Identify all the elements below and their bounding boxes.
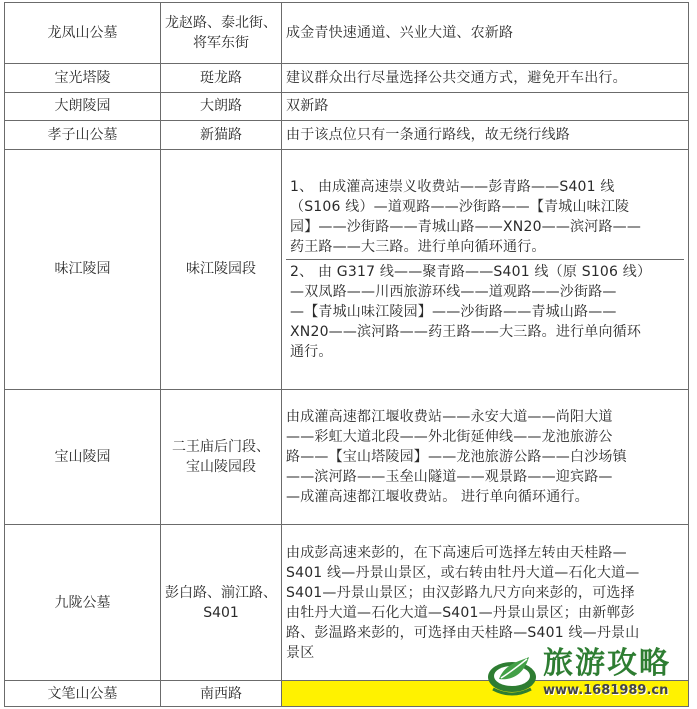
cemetery-name: 宝光塔陵 xyxy=(5,64,161,93)
detour-route xyxy=(282,149,689,389)
route-option-1: 1、 由成灌高速崇义收费站——彭青路——S401 线 （S106 线）—道观路——沙街路——【青城山味江陵 园】——沙街路——青城山路——XN20——滨河路—— 药王路——大三路。进行单向循环通行。 xyxy=(290,178,642,255)
watermark-title: 旅游攻略 xyxy=(543,646,671,681)
cemetery-name: 宝山陵园 xyxy=(5,390,161,524)
table-row xyxy=(5,121,689,150)
road-name: 彭白路、湔江路、 S401 xyxy=(161,524,282,681)
detour-route: 由成彭高速来彭的，在下高速后可选择左转由天桂路— S401 线—丹景山景区，或右转由牡丹大道—石化大道— S401—丹景山景区；由汉彭路九尺方向来彭的，可选择 由牡丹大道—石化大道—S401—丹景山景区；由新郸彭 路、彭温路来彭的，可选择由天桂路—S401 线—丹景山 景区 xyxy=(282,524,689,681)
detour-route: 由于该点位只有一条通行路线，故无绕行线路 xyxy=(282,121,689,150)
watermark xyxy=(485,643,691,705)
table-row xyxy=(5,390,689,524)
cloud-leaf-logo-icon xyxy=(485,649,539,697)
road-name: 味江陵园段 xyxy=(161,149,282,389)
table-row xyxy=(5,149,689,389)
cemetery-name: 九陇公墓 xyxy=(5,524,161,681)
table-row xyxy=(5,64,689,93)
cemetery-name: 大朗陵园 xyxy=(5,92,161,121)
road-name: 二王庙后门段、 宝山陵园段 xyxy=(161,390,282,524)
table-row xyxy=(5,3,689,64)
detour-route: 双新路 xyxy=(282,92,689,121)
detour-route: 由成灌高速都江堰收费站——永安大道——尚阳大道 ——彩虹大道北段——外北街延伸线——龙池旅游公 路——【宝山塔陵园】——龙池旅游公路——白沙场镇 ——滨河路——玉垒山隧道——观景路——迎宾路— —成灌高速都江堰收费站。 进行单向循环通行。 xyxy=(282,390,689,524)
road-name: 南西路 xyxy=(161,681,282,707)
cemetery-name: 文笔山公墓 xyxy=(5,681,161,707)
detour-route: 成金青快速通道、兴业大道、农新路 xyxy=(282,3,689,64)
road-name: 珽龙路 xyxy=(161,64,282,93)
road-name: 大朗路 xyxy=(161,92,282,121)
table-row xyxy=(5,92,689,121)
route-option-2: 2、 由 G317 线——聚青路——S401 线（原 S106 线） —双凤路——川西旅游环线——道观路——沙街路— —【青城山味江陵园】——沙街路——青城山路—— XN20——滨河路——药王路——大三路。进行单向循环 通行。 xyxy=(286,259,684,364)
detour-route: 建议群众出行尽量选择公共交通方式，避免开车出行。 xyxy=(282,64,689,93)
cemetery-name: 味江陵园 xyxy=(5,149,161,389)
cemetery-name: 龙凤山公墓 xyxy=(5,3,161,64)
road-name: 龙赵路、泰北街、 将军东街 xyxy=(161,3,282,64)
route-table xyxy=(4,2,689,707)
watermark-url: www.1681989.cn xyxy=(543,683,669,698)
cemetery-name: 孝子山公墓 xyxy=(5,121,161,150)
road-name: 新猫路 xyxy=(161,121,282,150)
